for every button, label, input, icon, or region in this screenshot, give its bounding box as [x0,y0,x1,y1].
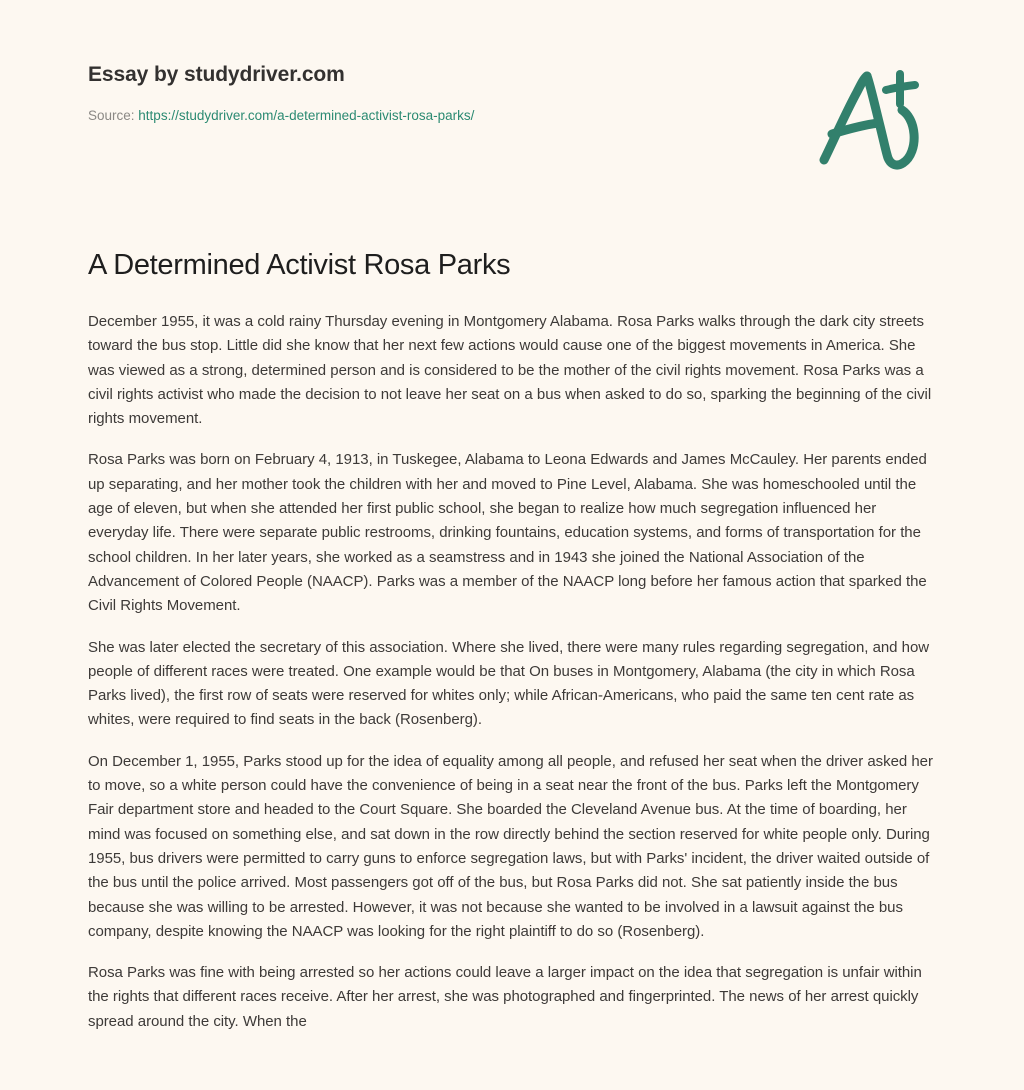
source-line [88,106,788,125]
article-paragraph: December 1955, it was a cold rainy Thursday evening in Montgomery Alabama. Rosa Parks walks through the dark city streets toward the bus stop. Little did she know that her next few actions would cause one of the biggest movements in America. She was viewed as a strong, determined person and is considered to be the mother of the civil rights movement. Rosa Parks was a civil rights activist who made the decision to not leave her seat on a bus when asked to do so, sparking the beginning of the civil rights movement. [88,313,932,428]
article [88,246,936,1034]
studydriver-a-plus-logo[interactable] [812,62,932,172]
brand-title: Essay by studydriver.com [88,63,345,86]
brand-block [88,62,788,125]
a-plus-logo-icon [812,62,932,172]
page-header [0,0,1024,200]
article-paragraph: She was later elected the secretary of this association. Where she lived, there were many rules regarding segregation, and how people of different races were treated. One example would be that On buses in Montgomery, Alabama (the city in which Rosa Parks lived), the first row of seats were reserved for whites only; while African-Americans, who paid the same ten cent rate as whites, were required to find seats in the back (Rosenberg). [88,638,930,729]
article-paragraph: Rosa Parks was fine with being arrested so her actions could leave a larger impact on the idea that segregation is unfair within the rights that different races receive. After her arrest, she was photographed and fingerprinted. The news of her arrest quickly spread around the city. When the [88,964,922,1030]
page-title: A Determined Activist Rosa Parks [88,249,511,281]
article-body [88,310,936,1034]
source-url-link[interactable]: https://studydriver.com/a-determined-activist-rosa-parks/ [138,108,475,123]
source-label: Source: [88,108,135,123]
article-paragraph: On December 1, 1955, Parks stood up for the idea of equality among all people, and refused her seat when the driver asked her to move, so a white person could have the convenience of being in a seat near the front of the bus. Parks left the Montgomery Fair department store and headed to the Court Square. She boarded the Cleveland Avenue bus. At the time of boarding, her mind was focused on something else, and sat down in the row directly behind the section reserved for white people only. During 1955, bus drivers were permitted to carry guns to enforce segregation laws, but with Parks' incident, the driver waited outside of the bus until the police arrived. Most passengers got off of the bus, but Rosa Parks did not. She sat patiently inside the bus because she was willing to be arrested. However, it was not because she wanted to be involved in a lawsuit against the bus company, despite knowing the NAACP was looking for the right plaintiff to do so (Rosenberg). [88,752,933,940]
article-paragraph: Rosa Parks was born on February 4, 1913, in Tuskegee, Alabama to Leona Edwards and James McCauley. Her parents ended up separating, and her mother took the children with her and moved to Pine Level, Alabama. She was homeschooled until the age of eleven, but when she attended her first public school, she began to realize how much segregation influenced her everyday life. There were separate public restrooms, drinking fountains, education systems, and forms of transportation for the school children. In her later years, she worked as a seamstress and in 1943 she joined the National Association of the Advancement of Colored People (NAACP). Parks was a member of the NAACP long before her famous action that sparked the Civil Rights Movement. [88,451,927,615]
